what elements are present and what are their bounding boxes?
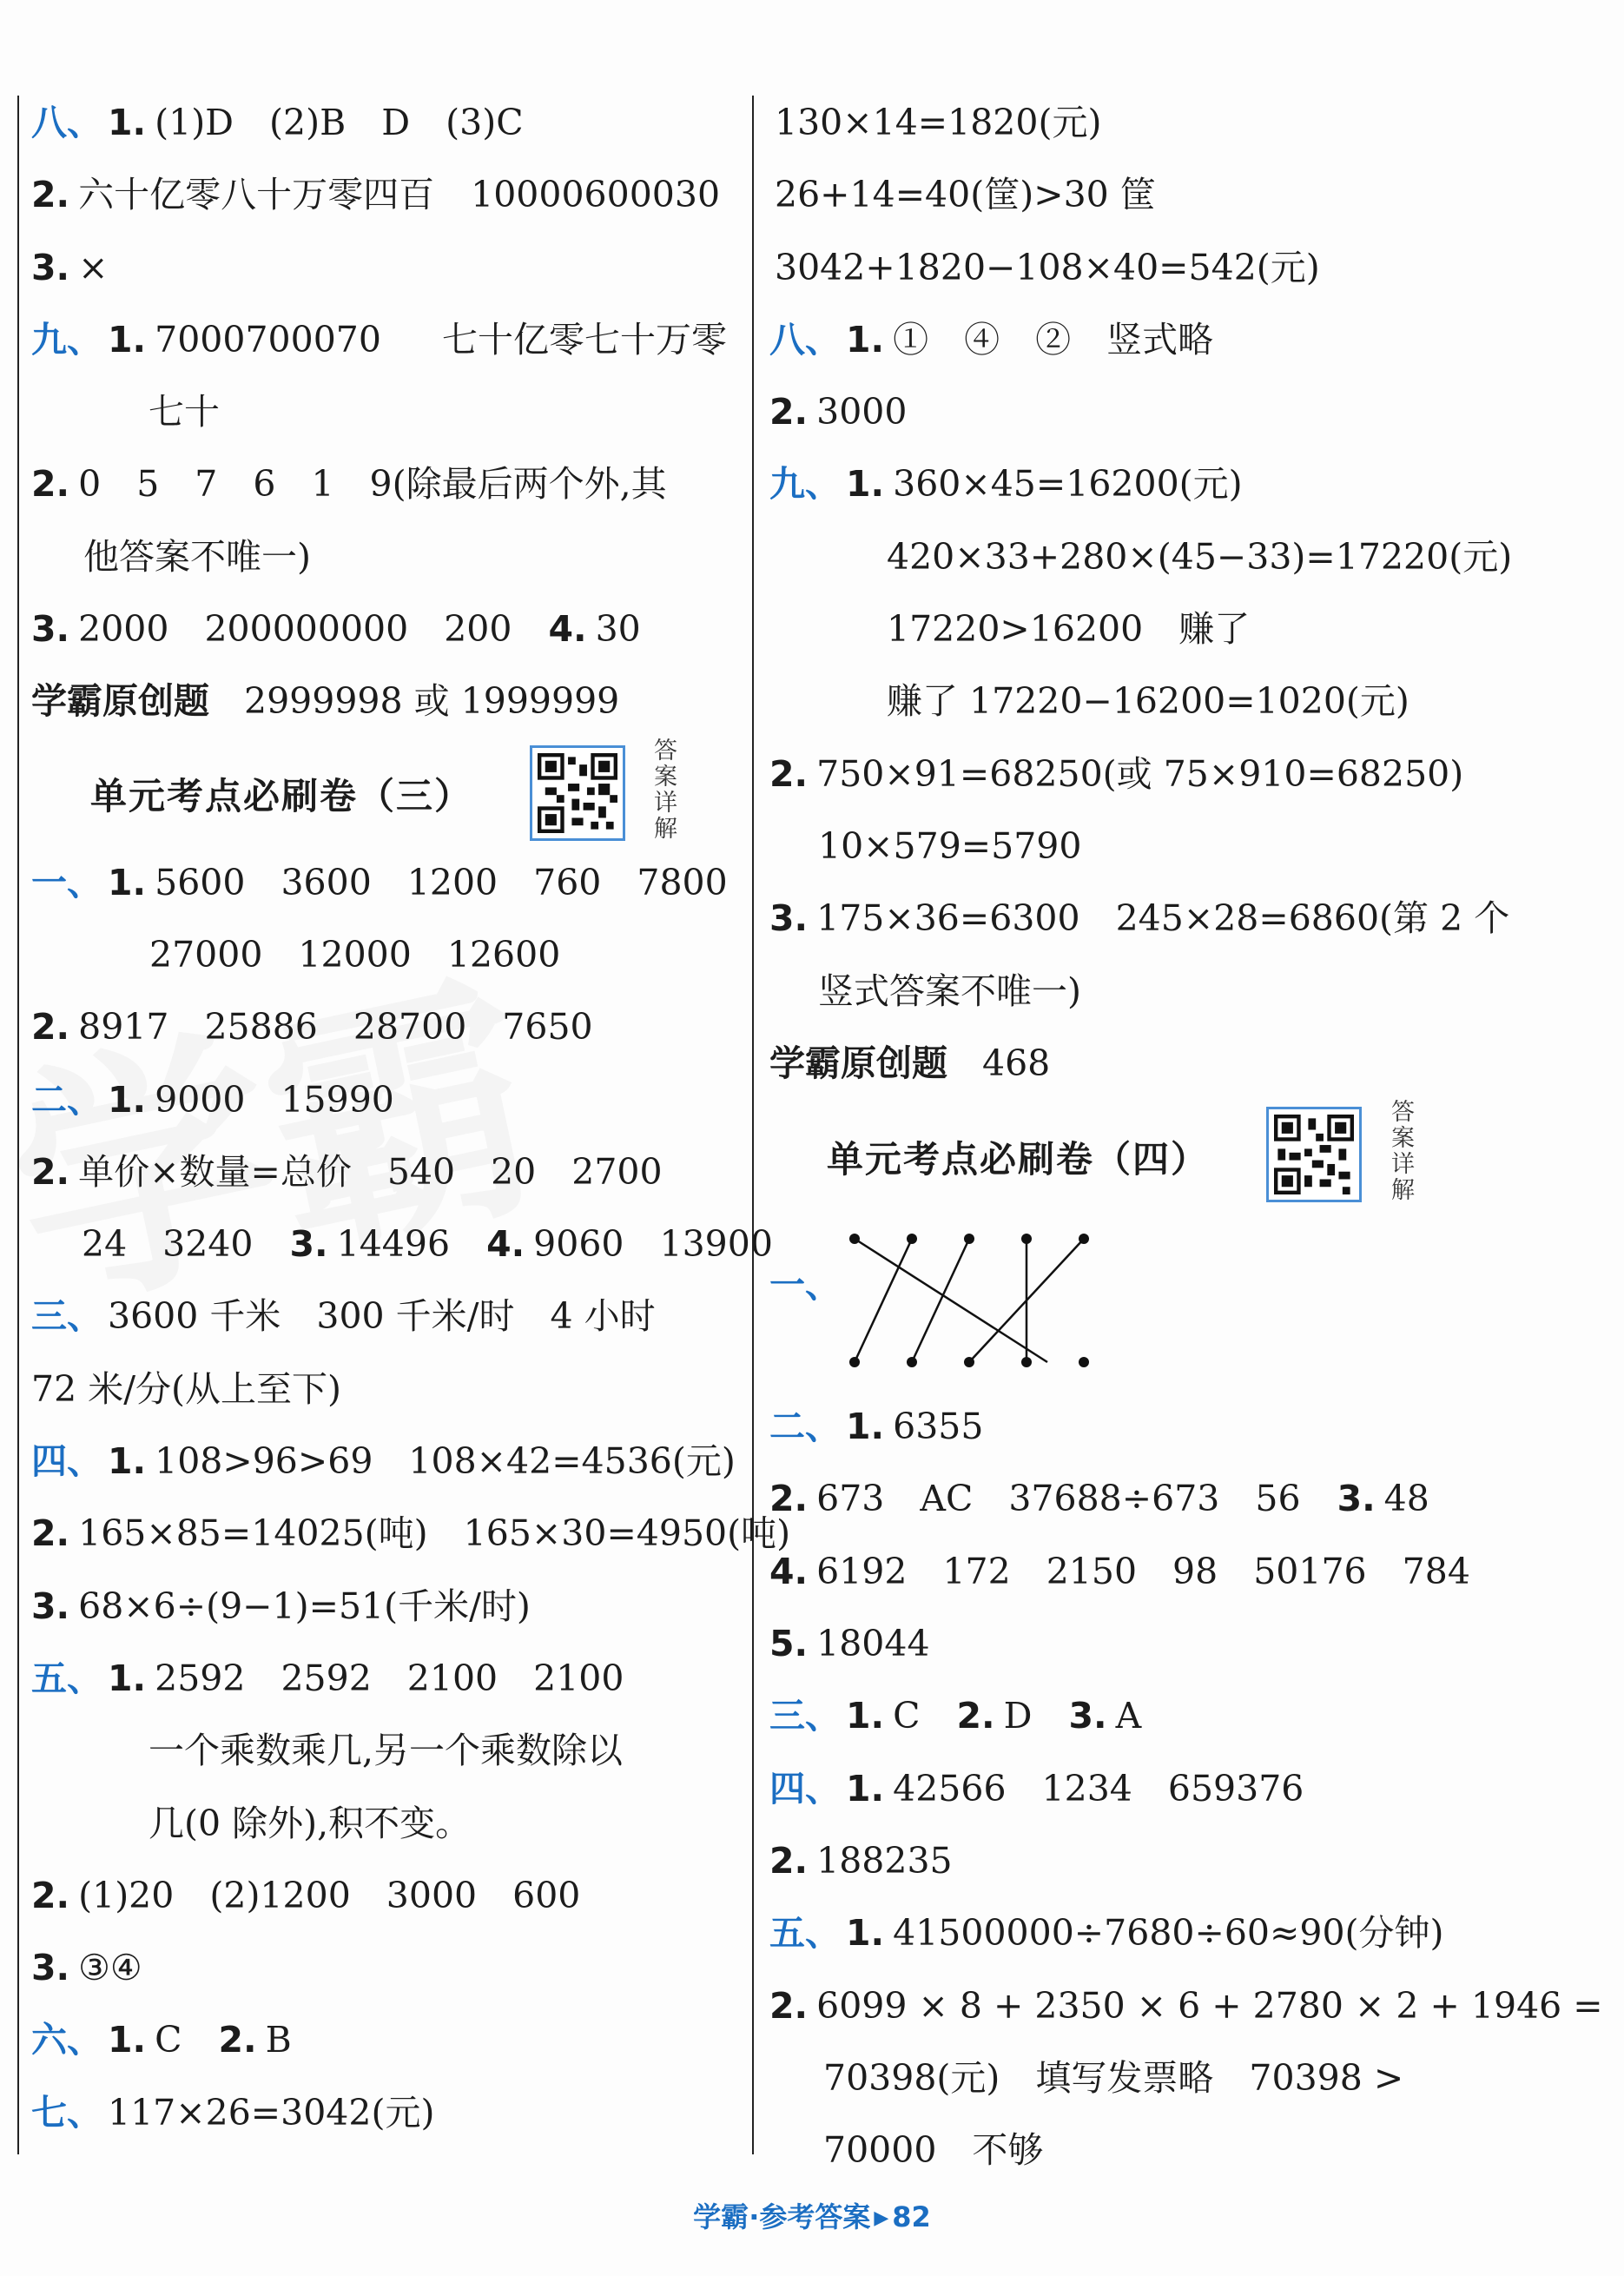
answer-line: 3. × — [31, 246, 109, 288]
answer-line: 四、 1. 42566 1234 659376 — [769, 1767, 1304, 1810]
answer-line: 二、 1. 6355 — [769, 1406, 984, 1448]
answer-line: 竖式答案不唯一) — [818, 969, 1081, 1012]
footer-title: 参考答案 — [759, 2200, 871, 2233]
column-divider — [752, 96, 754, 2154]
triangle-right-icon: ▶ — [874, 2207, 889, 2229]
section-header — [769, 1100, 1482, 1204]
answer-line: 130×14=1820(元) — [775, 102, 1102, 143]
answer-line: 2. (1)20 (2)1200 3000 600 — [31, 1874, 581, 1916]
answer-line: 2. 165×85=14025(吨) 165×30=4950(吨) — [31, 1512, 791, 1555]
answer-line: 几(0 除外),积不变。 — [149, 1802, 472, 1844]
answer-line: 他答案不唯一) — [83, 535, 311, 578]
answer-line: 一、 1. 5600 3600 1200 760 7800 — [31, 861, 728, 903]
qr-code-icon[interactable] — [530, 745, 625, 841]
answer-line: 四、 1. 108>96>69 108×42=4536(元) — [31, 1440, 736, 1483]
answer-line: 3. ③④ — [31, 1947, 142, 1989]
match-dot — [1079, 1357, 1089, 1367]
left-column — [31, 87, 791, 2149]
qr-pattern — [538, 753, 617, 833]
answer-line: 二、 1. 9000 15990 — [31, 1078, 394, 1121]
match-dot — [1021, 1357, 1032, 1367]
matching-lines-diagram — [837, 1213, 1098, 1386]
answer-line: 2. 0 5 7 6 1 9(除最后两个外,其 — [31, 463, 667, 506]
answer-line: 26+14=40(筐)>30 筐 — [775, 174, 1156, 216]
answer-line: 2. 8917 25886 28700 7650 — [31, 1006, 593, 1049]
answer-line: 2. 6099 × 8 + 2350 × 6 + 2780 × 2 + 1946 = — [769, 1984, 1603, 2027]
answer-line: 2. 673 AC 37688÷673 56 3. 48 — [769, 1478, 1429, 1520]
answer-line: 420×33+280×(45−33)=17220(元) — [887, 535, 1513, 578]
qr-code-icon[interactable] — [1266, 1107, 1362, 1202]
match-dot — [849, 1234, 860, 1244]
match-dot — [1021, 1234, 1032, 1244]
answer-line: 72 米/分(从上至下) — [31, 1367, 342, 1410]
right-column — [769, 87, 1603, 2187]
match-dot — [964, 1357, 974, 1367]
match-dot — [1079, 1234, 1089, 1244]
answer-line: 17220>16200 赚了 — [887, 608, 1251, 651]
qr-caption: 答案详解 — [1391, 1099, 1415, 1205]
left-margin-rule — [17, 96, 19, 2154]
answer-line: 3. 68×6÷(9−1)=51(千米/时) — [31, 1585, 531, 1627]
answer-line: 五、 1. 41500000÷7680÷60≈90(分钟) — [769, 1912, 1444, 1955]
answer-line: 八、 1. (1)D (2)B D (3)C — [31, 102, 524, 143]
answer-line: 2. 六十亿零八十万零四百 10000600030 — [31, 174, 721, 216]
answer-line: 24 3240 3. 14496 4. 9060 13900 — [82, 1223, 773, 1266]
answer-line: 三、 3600 千米 300 千米/时 4 小时 — [31, 1295, 656, 1338]
matching-diagram-row: 一、 — [769, 1204, 1482, 1391]
qr-pattern — [1274, 1115, 1354, 1194]
answer-line: 10×579=5790 — [818, 824, 1082, 867]
answer-line: 27000 12000 12600 — [149, 933, 561, 976]
answer-line: 七、 117×26=3042(元) — [31, 2091, 435, 2134]
brand-label: 学霸 — [693, 2200, 749, 2233]
section-title: 单元考点必刷卷（三） — [90, 774, 473, 817]
page-number: 82 — [892, 2200, 931, 2233]
match-dot — [849, 1357, 860, 1367]
answer-line: 3. 2000 200000000 200 4. 30 — [31, 608, 641, 651]
match-dot — [907, 1357, 917, 1367]
answer-line: 3. 175×36=6300 245×28=6860(第 2 个 — [769, 897, 1510, 940]
original-question-line: 学霸原创题 2999998 或 1999999 — [31, 680, 620, 723]
section-title: 单元考点必刷卷（四） — [827, 1138, 1210, 1181]
answer-line: 七十 — [149, 391, 220, 433]
qr-caption: 答案详解 — [654, 737, 677, 843]
match-dot — [907, 1234, 917, 1244]
answer-line: 70000 不够 — [823, 2129, 1044, 2172]
answer-line: 一个乘数乘几,另一个乘数除以 — [149, 1730, 624, 1772]
answer-line: 九、 1. 7000700070 七十亿零七十万零 — [31, 318, 727, 361]
answer-line: 4. 6192 172 2150 98 50176 784 — [769, 1550, 1470, 1592]
match-line — [912, 1239, 969, 1362]
answer-line: 赚了 17220−16200=1020(元) — [887, 680, 1409, 723]
answer-line: 八、 1. ① ④ ② 竖式略 — [769, 318, 1214, 361]
answer-line: 2. 750×91=68250(或 75×910=68250) — [769, 752, 1464, 795]
original-question-line: 学霸原创题 468 — [769, 1042, 1051, 1084]
answer-line: 五、 1. 2592 2592 2100 2100 — [31, 1657, 624, 1699]
section-header — [31, 738, 739, 847]
answer-line: 三、 1. C 2. D 3. A — [769, 1695, 1142, 1737]
answer-line: 3042+1820−108×40=542(元) — [775, 246, 1320, 288]
answer-line: 2. 3000 — [769, 391, 908, 433]
answer-line: 六、 1. C 2. B — [31, 2019, 292, 2061]
answer-line: 5. 18044 — [769, 1623, 930, 1665]
answer-line: 70398(元) 填写发票略 70398 > — [823, 2056, 1404, 2099]
answer-line: 九、 1. 360×45=16200(元) — [769, 463, 1243, 506]
answer-line: 2. 单价×数量=总价 540 20 2700 — [31, 1150, 663, 1193]
footer-separator: · — [749, 2200, 760, 2233]
answer-line: 2. 188235 — [769, 1839, 953, 1882]
match-dot — [964, 1234, 974, 1244]
page-footer — [0, 2195, 1624, 2235]
